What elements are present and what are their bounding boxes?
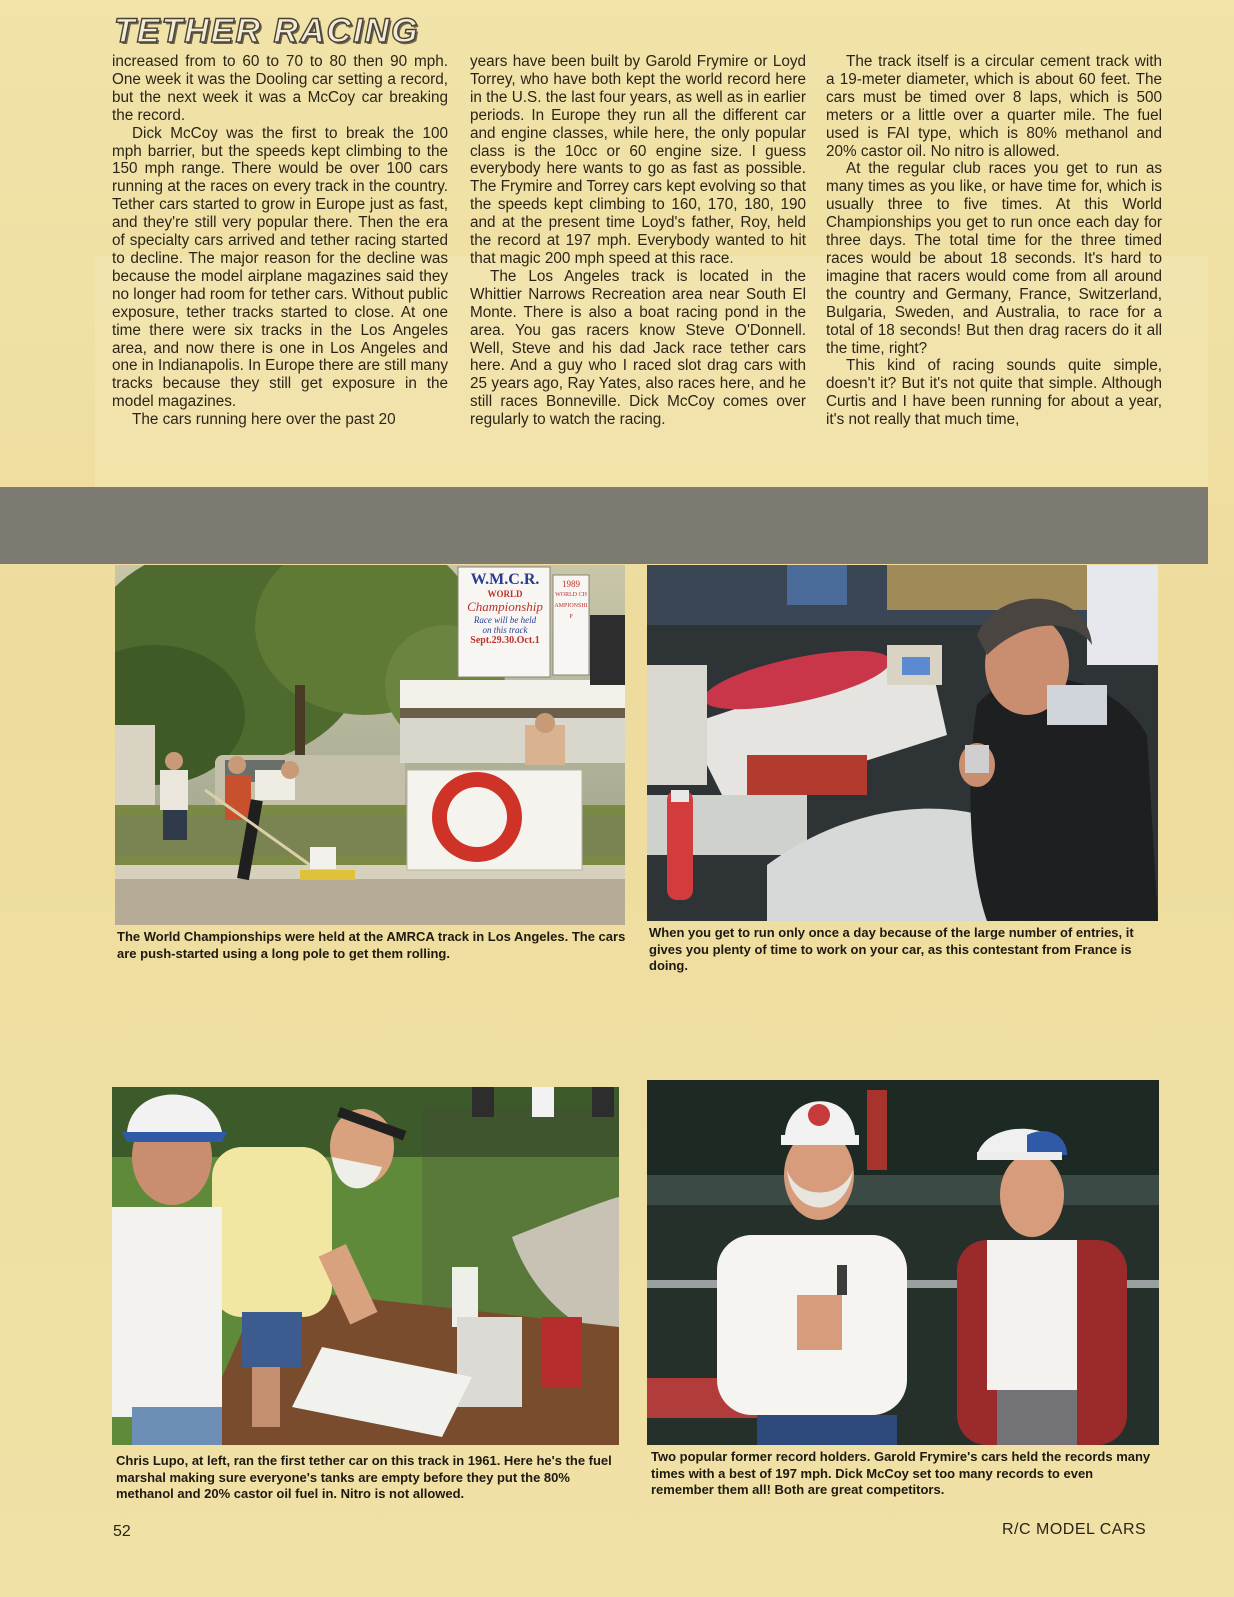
article-column-1: [112, 53, 448, 429]
paragraph: years have been built by Garold Frymire or Loyd Torrey, who have both kept the world record here in the U.S. the last four years, as well as in earlier periods. In Europe they run all the different car and engine classes, while here, the only popular class is the 10cc or 60 engine size. I guess everybody here wants to go as fast as possible. The Frymire and Torrey cars kept evolving so that the speeds kept climbing to 160, 170, 180, 190 and at the present time Loyd's father, Roy, held the record at 197 mph. Everybody wanted to hit that magic 200 mph speed at this race.: [470, 53, 806, 267]
sign-year: 1989: [562, 579, 580, 589]
photo-amrca-track: [115, 565, 625, 925]
sign-line: W.M.C.R.: [470, 571, 540, 588]
amrca-logo-text: AMRCA: [462, 833, 496, 843]
photo-workbench-scene: [647, 565, 1158, 921]
caption-photo-2: When you get to run only once a day because of the large number of entries, it gives you plenty of time to work on your car, as this contestant from France is doing.: [649, 925, 1134, 974]
sign-line: on this track: [482, 625, 528, 635]
paragraph: Dick McCoy was the first to break the 100 mph barrier, but the speeds kept climbing to the 150 mph range. There would be over 100 cars running at the races on every track in the country. Tether cars started to grow in Europe just as fast, and they're still very popular there. Then the era of specialty cars arrived and tether racing started to decline. The major reason for the decline was because the model airplane magazines said they no longer had room for tether cars. Without public exposure, tether tracks started to close. At one time there were six tracks in the Los Angeles area, and now there is one in Los Angeles and one in Indianapolis. In Europe there are still many tracks because they still get exposure in the model magazines.: [112, 124, 448, 411]
paragraph: The track itself is a circular cement track with a 19-meter diameter, which is about 60 feet. The cars must be timed over 8 laps, which is 500 meters or a little over a quarter mile. The fuel used is FAI type, which is 80% methanol and 20% castor oil. No nitro is allowed.: [826, 53, 1162, 160]
sign-side-panel: [553, 579, 589, 623]
photo-record-holders-scene: [647, 1080, 1159, 1445]
photo-track-scene: [115, 565, 625, 925]
gray-divider-band: [0, 487, 1208, 564]
magazine-name: R/C MODEL CARS: [1002, 1521, 1147, 1538]
photo-fuel-station-scene: [112, 1087, 619, 1445]
sign-line: WORLD: [487, 589, 523, 599]
sign-line: Race will be held: [473, 615, 537, 625]
paragraph: The cars running here over the past 20: [132, 411, 396, 429]
paragraph: This kind of racing sounds quite simple, doesn't it? But it's not quite that simple. Although Curtis and I have been running for about a year, it's not really that much time,: [826, 357, 1162, 429]
paragraph: The Los Angeles track is located in the Whittier Narrows Recreation area near South El Monte. There is also a boat racing pond in the area. You gas racers know Steve O'Donnell. Well, Steve and his dad Jack race tether cars here. And a guy who I raced slot drag cars with 25 years ago, Ray Yates, also races here, and he still races Bonneville. Dick McCoy comes over regularly to watch the racing.: [470, 267, 806, 429]
paragraph: increased from to 60 to 70 to 80 then 90 mph. One week it was the Dooling car setting a record, but the next week it was a McCoy car breaking the record.: [112, 53, 448, 124]
sign-line: Championship: [467, 599, 543, 614]
caption-photo-1: The World Championships were held at the AMRCA track in Los Angeles. The cars are push-started using a long pole to get them rolling.: [117, 929, 626, 961]
caption-photo-3: Chris Lupo, at left, ran the first tether car on this track in 1961. Here he's the fuel marshal making sure everyone's tanks are empty before they put the 80% methanol and 20% castor oil fuel in. Nitro is not allowed.: [116, 1453, 612, 1502]
header-title: TETHER RACING: [114, 12, 420, 50]
photo-record-holders: [647, 1080, 1159, 1445]
sign-line: Sept.29.30.Oct.1: [470, 635, 540, 646]
caption-photo-4: Two popular former record holders. Garold Frymire's cars held the records many times with a best of 197 mph. Dick McCoy set too many records to even remember them all! Both are great competitors.: [651, 1449, 1151, 1498]
article-column-3: [826, 53, 1162, 429]
sign-side-text: WORLD CHAMPIONSHIP: [554, 592, 588, 620]
article-column-2: [470, 53, 806, 429]
photo-fuel-marshal: [112, 1087, 619, 1445]
paragraph: At the regular club races you get to run as many times as you like, or have time for, which is usually three to five times. At this World Championships you get to run once each day for three days. The total time for the three timed races would be about 18 seconds. It's hard to imagine that racers would come from all around the country and Germany, France, Switzerland, Bulgaria, Sweden, and Australia, to race for a total of 18 seconds! But then drag racers do it all the time, right?: [826, 160, 1162, 357]
photo-contestant-france: [647, 565, 1158, 921]
page-number: 52: [113, 1523, 131, 1540]
championship-sign: [464, 571, 546, 646]
